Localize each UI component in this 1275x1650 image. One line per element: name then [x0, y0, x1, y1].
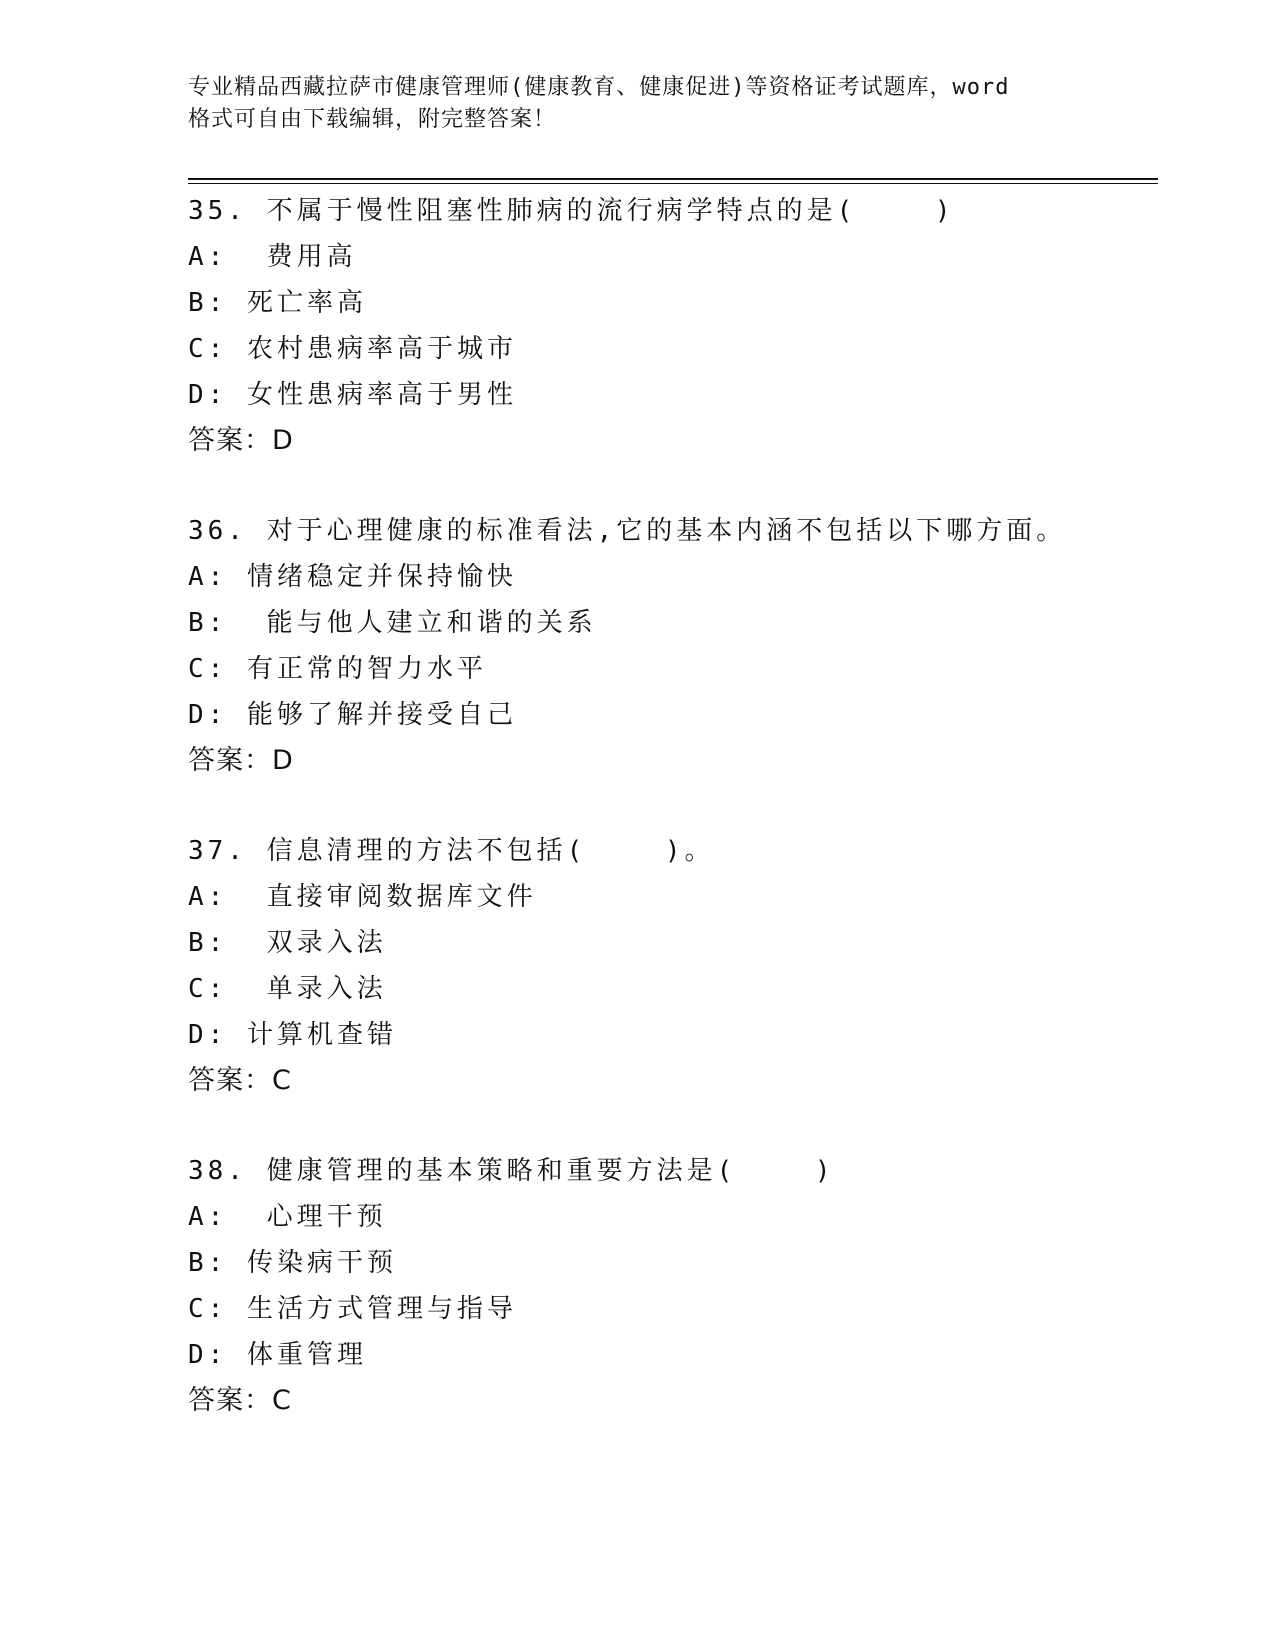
header-divider-thin: [188, 183, 1158, 184]
answer-line: 答案：D: [188, 425, 294, 456]
option-d: D: 计算机查错: [188, 1020, 397, 1050]
answer-line: 答案：C: [188, 1065, 292, 1096]
option-c: C: 有正常的智力水平: [188, 654, 487, 684]
option-a: A: 情绪稳定并保持愉快: [188, 562, 517, 592]
answer-line: 答案：C: [188, 1385, 292, 1416]
option-d: D: 女性患病率高于男性: [188, 380, 517, 410]
question-36: [188, 508, 1148, 784]
answer-line: 答案：D: [188, 745, 294, 776]
question-stem: 38. 健康管理的基本策略和重要方法是( ): [188, 1156, 835, 1186]
option-d: D: 体重管理: [188, 1340, 367, 1370]
option-b: B: 能与他人建立和谐的关系: [188, 608, 597, 638]
question-37: [188, 828, 1148, 1104]
option-c: C: 生活方式管理与指导: [188, 1294, 517, 1324]
option-b: B: 死亡率高: [188, 288, 367, 318]
option-c: C: 农村患病率高于城市: [188, 334, 517, 364]
header-line-1: 专业精品西藏拉萨市健康管理师(健康教育、健康促进)等资格证考试题库，word: [188, 75, 1010, 100]
question-38: [188, 1148, 1148, 1424]
option-a: A: 心理干预: [188, 1202, 387, 1232]
document-header: [188, 72, 1088, 136]
option-b: B: 双录入法: [188, 928, 387, 958]
option-d: D: 能够了解并接受自己: [188, 700, 517, 730]
header-line-2: 格式可自由下载编辑，附完整答案！: [188, 107, 557, 132]
option-a: A: 直接审阅数据库文件: [188, 882, 537, 912]
option-b: B: 传染病干预: [188, 1248, 397, 1278]
question-stem: 35. 不属于慢性阻塞性肺病的流行病学特点的是( ): [188, 196, 955, 226]
question-stem: 36. 对于心理健康的标准看法,它的基本内涵不包括以下哪方面。: [188, 516, 1067, 546]
option-c: C: 单录入法: [188, 974, 387, 1004]
option-a: A: 费用高: [188, 242, 357, 272]
question-list: [188, 188, 1148, 1468]
question-stem: 37. 信息清理的方法不包括( )。: [188, 836, 715, 866]
header-divider-thick: [188, 178, 1158, 180]
question-35: [188, 188, 1148, 464]
